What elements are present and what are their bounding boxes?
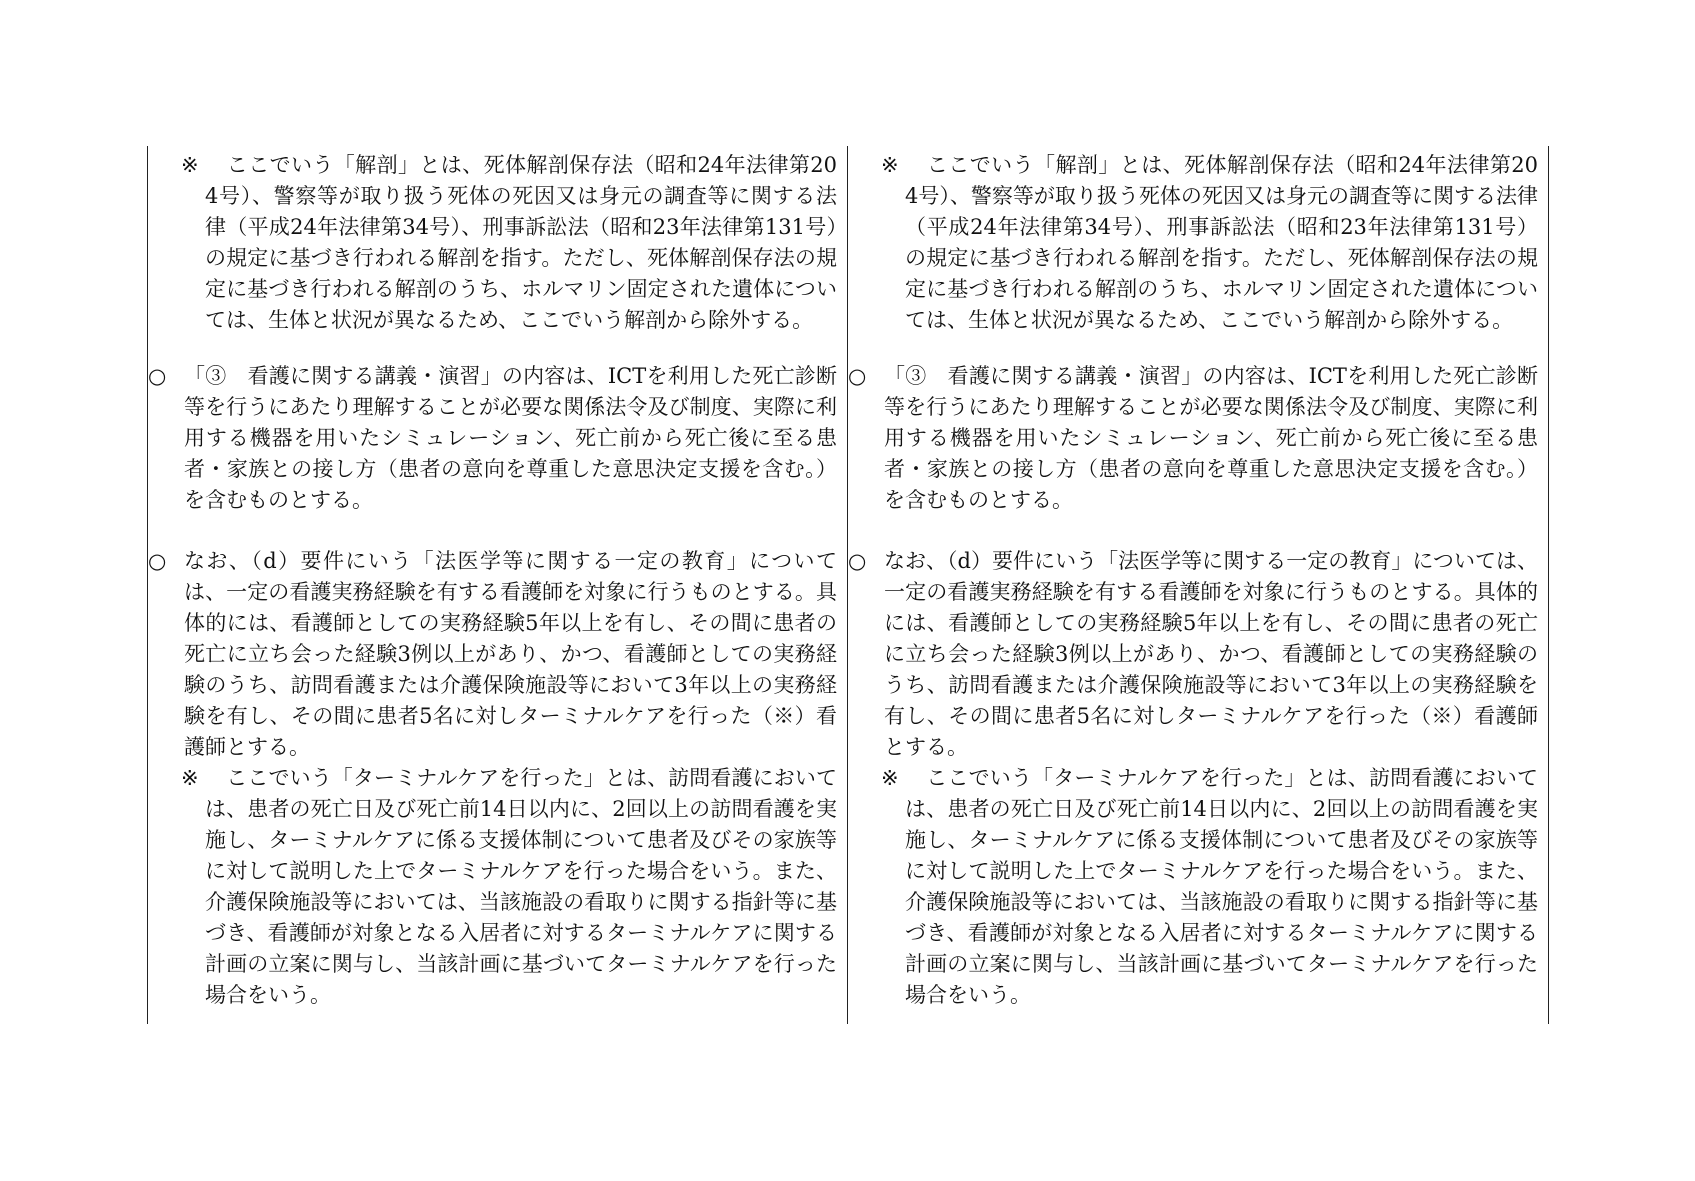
bullet-circle: ○: [848, 364, 867, 388]
nursing-lecture-paragraph: [148, 361, 837, 516]
right-column: [848, 146, 1548, 1024]
terminal-care-note: [181, 763, 837, 1011]
autopsy-note: [181, 150, 837, 336]
autopsy-note-text: ここでいう「解剖」とは、死体解剖保存法（昭和24年法律第204号）、警察等が取り扱う死体の死因又は身元の調査等に関する法律（平成24年法律第34号）、刑事訴訟法（昭和23年法律第131号）の規定に基づき行われる解剖を指す。ただし、死体解剖保存法の規定に基づき行われる解剖のうち、ホルマリン固定された遺体については、生体と状況が異なるため、ここでいう解剖から除外する。: [205, 153, 837, 332]
note-mark: ※: [881, 153, 899, 177]
bullet-circle: ○: [848, 549, 867, 573]
education-requirement-paragraph: [848, 546, 1538, 763]
terminal-care-note: [881, 763, 1538, 1011]
education-requirement-paragraph: [148, 546, 837, 763]
autopsy-note: [881, 150, 1538, 336]
nursing-lecture-paragraph: [848, 361, 1538, 516]
note-mark: ※: [881, 766, 899, 790]
nursing-lecture-text: 「③ 看護に関する講義・演習」の内容は、ICTを利用した死亡診断等を行うにあたり理解することが必要な関係法令及び制度、実際に利用する機器を用いたシミュレーション、死亡前から死亡後に至る患者・家族との接し方（患者の意向を尊重した意思決定支援を含む。）を含むものとする。: [184, 364, 837, 512]
bullet-circle: ○: [148, 364, 167, 388]
note-mark: ※: [181, 766, 199, 790]
autopsy-note-text: ここでいう「解剖」とは、死体解剖保存法（昭和24年法律第204号）、警察等が取り扱う死体の死因又は身元の調査等に関する法律（平成24年法律第34号）、刑事訴訟法（昭和23年法律第131号）の規定に基づき行われる解剖を指す。ただし、死体解剖保存法の規定に基づき行われる解剖のうち、ホルマリン固定された遺体については、生体と状況が異なるため、ここでいう解剖から除外する。: [905, 153, 1538, 332]
bullet-circle: ○: [148, 549, 167, 573]
education-requirement-text: なお、（d）要件にいう「法医学等に関する一定の教育」については、一定の看護実務経験を有する看護師を対象に行うものとする。具体的には、看護師としての実務経験5年以上を有し、その間に患者の死亡に立ち会った経験3例以上があり、かつ、看護師としての実務経験のうち、訪問看護または介護保険施設等において3年以上の実務経験を有し、その間に患者5名に対しターミナルケアを行った（※）看護師とする。: [884, 549, 1538, 759]
note-mark: ※: [181, 153, 199, 177]
comparison-table: [147, 146, 1549, 1024]
terminal-care-note-text: ここでいう「ターミナルケアを行った」とは、訪問看護においては、患者の死亡日及び死亡前14日以内に、2回以上の訪問看護を実施し、ターミナルケアに係る支援体制について患者及びその家族等に対して説明した上でターミナルケアを行った場合をいう。また、介護保険施設等においては、当該施設の看取りに関する指針等に基づき、看護師が対象となる入居者に対するターミナルケアに関する計画の立案に関与し、当該計画に基づいてターミナルケアを行った場合をいう。: [905, 766, 1538, 1007]
education-requirement-text: なお、（d）要件にいう「法医学等に関する一定の教育」については、一定の看護実務経験を有する看護師を対象に行うものとする。具体的には、看護師としての実務経験5年以上を有し、その間に患者の死亡に立ち会った経験3例以上があり、かつ、看護師としての実務経験のうち、訪問看護または介護保険施設等において3年以上の実務経験を有し、その間に患者5名に対しターミナルケアを行った（※）看護師とする。: [184, 549, 837, 759]
nursing-lecture-text: 「③ 看護に関する講義・演習」の内容は、ICTを利用した死亡診断等を行うにあたり理解することが必要な関係法令及び制度、実際に利用する機器を用いたシミュレーション、死亡前から死亡後に至る患者・家族との接し方（患者の意向を尊重した意思決定支援を含む。）を含むものとする。: [884, 364, 1538, 512]
terminal-care-note-text: ここでいう「ターミナルケアを行った」とは、訪問看護においては、患者の死亡日及び死亡前14日以内に、2回以上の訪問看護を実施し、ターミナルケアに係る支援体制について患者及びその家族等に対して説明した上でターミナルケアを行った場合をいう。また、介護保険施設等においては、当該施設の看取りに関する指針等に基づき、看護師が対象となる入居者に対するターミナルケアに関する計画の立案に関与し、当該計画に基づいてターミナルケアを行った場合をいう。: [205, 766, 837, 1007]
left-column: [148, 146, 848, 1024]
